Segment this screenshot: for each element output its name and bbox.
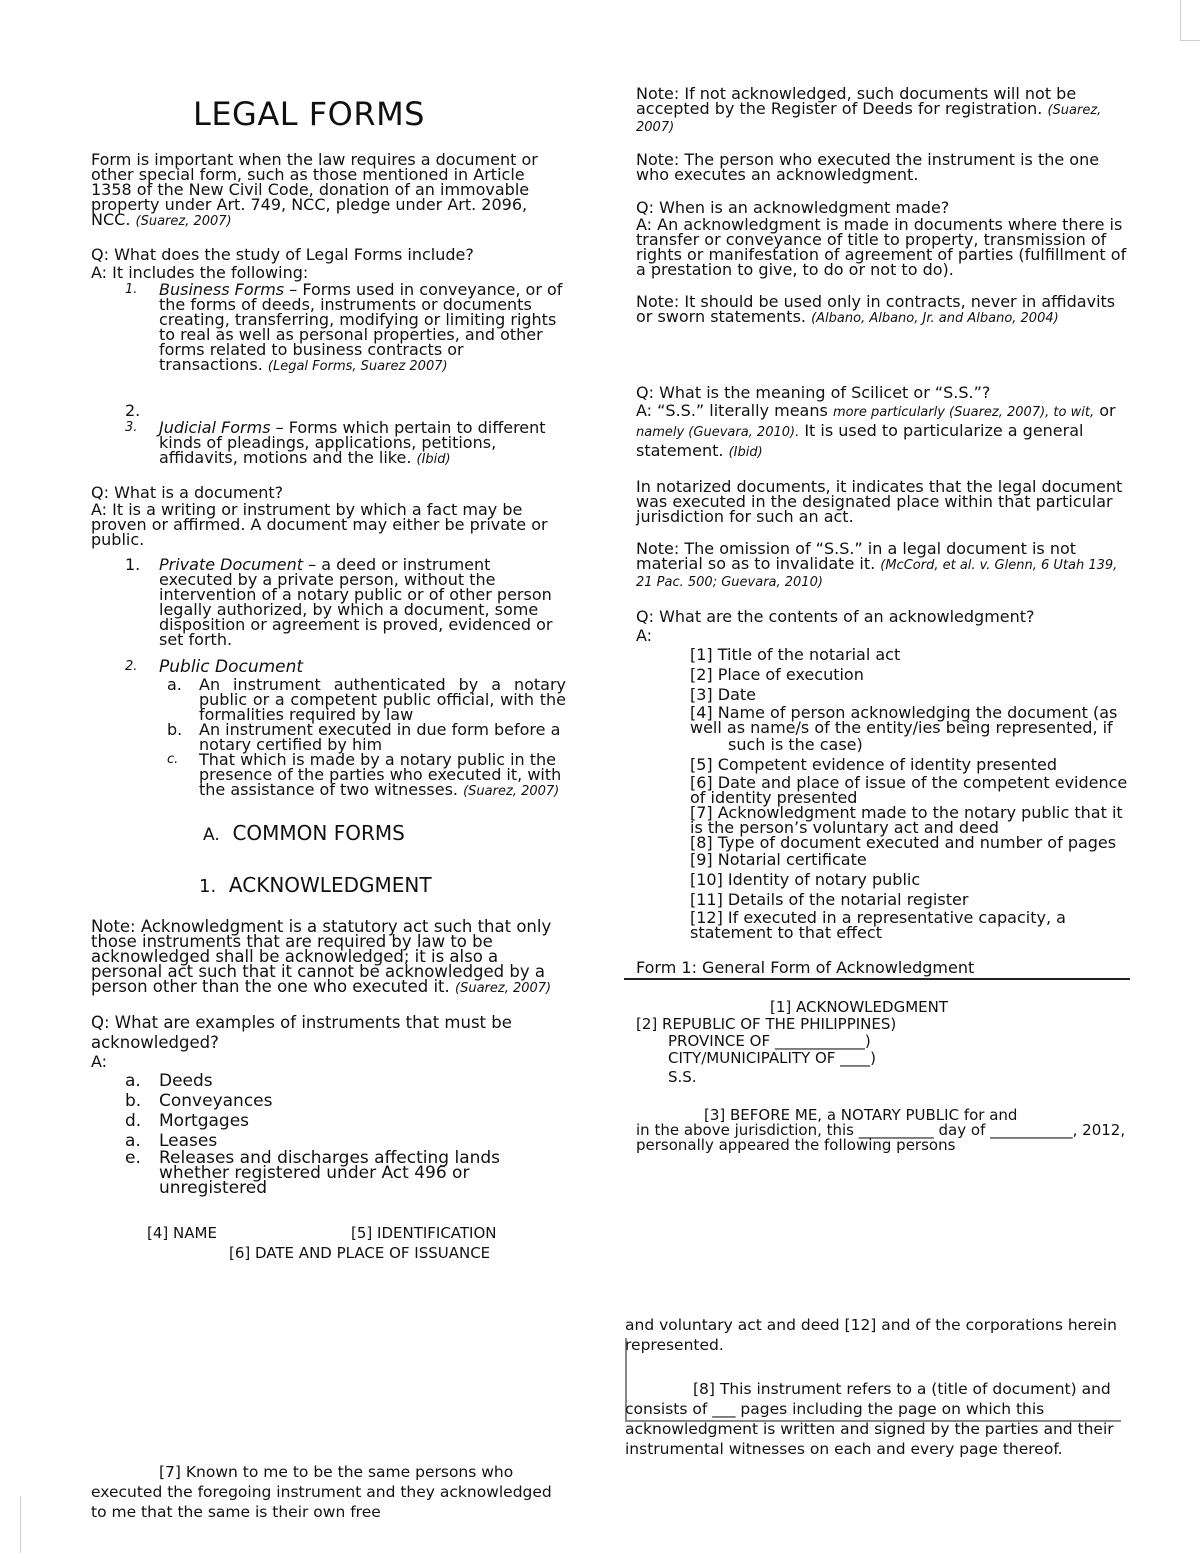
corner-mark-bottom-left [0,1496,21,1553]
list-item: [8] Type of document executed and number of pages [690,833,1117,852]
list-item-private-document: 1. Private Document – a deed or instrument executed by a private person, without the intervention of a notary public or of other person legally authorized, by which a document, some disposition or agreement is proved, evidenced or set forth. [125,555,553,649]
public-item-a: a. An instrument authenticated by a notary public or a competent public official, with the formalities required by law [167,675,566,724]
public-item-b: b. An instrument executed in due form before a notary certified by him [167,720,561,754]
bottom-paragraph-1: and voluntary act and deed [12] and of the corporations herein represented. [625,1316,1117,1354]
list-item: d. Mortgages [125,1111,250,1131]
question-scilicet: Q: What is the meaning of Scilicet or “S.S.”? [636,383,991,402]
list-item: [1] Title of the notarial act [690,645,901,664]
answer-contents: A: [636,626,653,645]
answer-scilicet: A: “S.S.” literally means more particularly (Suarez, 2007), to wit, or namely (Guevara, 2010). It is used to particularize a general statement. (Ibid) [636,401,1116,460]
contents-list [636,645,1128,940]
form-field-row [91,1224,566,1264]
answer-legal-forms: A: It includes the following: [91,263,309,282]
list-item: [12] If executed in a representative capacity, a statement to that effect [690,908,1066,942]
section-heading-acknowledgment: 1. ACKNOWLEDGMENT [199,873,432,897]
form-jurisdiction-text: in the above jurisdiction, this __________ day of ___________, 2012, personally appeared the following persons [636,1121,1126,1154]
form-venue-line-1: [2] REPUBLIC OF THE PHILIPPINES) [636,1015,897,1033]
list-item: a. Leases [125,1131,218,1151]
question-document: Q: What is a document? [91,483,284,502]
list-item: [4] Name of person acknowledging the document (as well as name/s of the entity/ies being represented, if [690,703,1118,737]
list-item: [11] Details of the notarial register [690,890,969,909]
left-column [91,86,566,1264]
list-item: [2] Place of execution [690,665,864,684]
list-item: [10] Identity of notary public [690,870,921,889]
examples-list [91,1071,566,1196]
field-identification-label: [5] IDENTIFICATION [351,1224,497,1242]
public-document-subitems [91,677,566,799]
note-contracts: Note: It should be used only in contracts, never in affidavits or sworn statements. (Albano, Albano, Jr. and Albano, 2004) [636,292,1116,326]
form-venue-line-2: PROVINCE OF ____________) [668,1032,871,1050]
question-when-made: Q: When is an acknowledgment made? [636,198,950,217]
list-item: [5] Competent evidence of identity presented [690,755,1057,774]
note-person-executed: Note: The person who executed the instrument is the one who executes an acknowledgment. [636,150,1100,184]
list-item-business-forms: 1. Business Forms – Forms used in conveyance, or of the forms of deeds, instruments or documents creating, transferring, modifying or limiting rights to real as well as personal properties, and other forms related to business contracts or transactions. (Legal Forms, Suarez 2007) [125,280,563,374]
page-title: LEGAL FORMS [193,95,425,133]
answer-document: A: It is a writing or instrument by which a fact may be proven or affirmed. A document may either be private or public. [91,500,548,549]
intro-paragraph: Form is important when the law requires a document or other special form, such as those mentioned in Article 1358 of the New Civil Code, donation of an immovable property under Art. 749, NCC, pledge under Art. 2096, NCC. (Suarez, 2007) [91,150,538,229]
field-date-place-label: [6] DATE AND PLACE OF ISSUANCE [229,1244,491,1262]
left-bottom-paragraph: [7] Known to me to be the same persons who executed the foregoing instrument and they acknowledged to me that the same is their own free [91,1463,552,1521]
note-acknowledgment: Note: Acknowledgment is a statutory act such that only those instruments that are required by law to be acknowledged shall be acknowledged; it is also a personal act such that it cannot be acknowledged by a person other than the one who executed it. (Suarez, 2007) [91,917,552,996]
answer-instruments: A: [91,1052,108,1071]
paragraph-notarized: In notarized documents, it indicates that the legal document was executed in the designated place within that particular jurisdiction for such an act. [636,477,1123,526]
list-item: a. Deeds [125,1071,213,1091]
answer-when-made: A: An acknowledgment is made in documents where there is transfer or conveyance of title to property, transmission of rights or manifestation of agreement of parties (fulfillment of a prestation to give, to do or not to do). [636,215,1127,279]
list-item: such is the case) [728,735,863,754]
list-item: e. Releases and discharges affecting lands whether registered under Act 496 or unregistered [125,1148,501,1198]
corner-mark-top-right [1180,0,1200,41]
right-bottom-text [625,1315,1123,1459]
bottom-paragraph-2: [8] This instrument refers to a (title of document) and consists of ___ pages including the page on which this acknowledgment is written and signed by the parties and their instrumental witnesses on each and every page thereof. [625,1380,1114,1458]
list-item-judicial-forms: 3. Judicial Forms – Forms which pertain to different kinds of pleadings, applications, petitions, affidavits, motions and the like. (Ibid) [125,418,546,467]
list-item-public-document: 2. Public Document [125,657,304,677]
right-column [636,86,1128,1153]
form-venue-line-4: S.S. [668,1068,697,1086]
form1-title: Form 1: General Form of Acknowledgment [624,958,1130,980]
list-item: [7] Acknowledgment made to the notary public that it is the person’s voluntary act and deed [690,803,1123,837]
public-item-c: c. That which is made by a notary public in the presence of the parties who executed it, with the assistance of two witnesses. (Suarez, 2007) [167,750,562,799]
list-item: [6] Date and place of issue of the competent evidence of identity presented [690,773,1128,807]
list-item-empty: 2. [125,401,141,420]
note-not-acknowledged: Note: If not acknowledged, such documents will not be accepted by the Register of Deeds for registration. (Suarez, 2007) [636,84,1102,135]
form-venue-line-3: CITY/MUNICIPALITY OF ____) [668,1049,877,1067]
list-item: b. Conveyances [125,1091,273,1111]
note-omission: Note: The omission of “S.S.” in a legal document is not material so as to invalidate it. (McCord, et al. v. Glenn, 6 Utah 139, 21 Pac. 500; Guevara, 2010) [636,539,1118,590]
form-ack-title: [1] ACKNOWLEDGMENT [770,998,948,1016]
section-heading-common-forms: A. COMMON FORMS [203,821,405,845]
question-legal-forms: Q: What does the study of Legal Forms include? [91,245,474,264]
form-before-me-line: [3] BEFORE ME, a NOTARY PUBLIC for and [704,1106,1018,1124]
question-contents: Q: What are the contents of an acknowledgment? [636,607,1035,626]
list-item: [9] Notarial certificate [690,850,867,869]
field-name-label: [4] NAME [147,1224,217,1242]
list-item: [3] Date [690,685,756,704]
question-instruments: Q: What are examples of instruments that must be acknowledged? [91,1013,512,1052]
